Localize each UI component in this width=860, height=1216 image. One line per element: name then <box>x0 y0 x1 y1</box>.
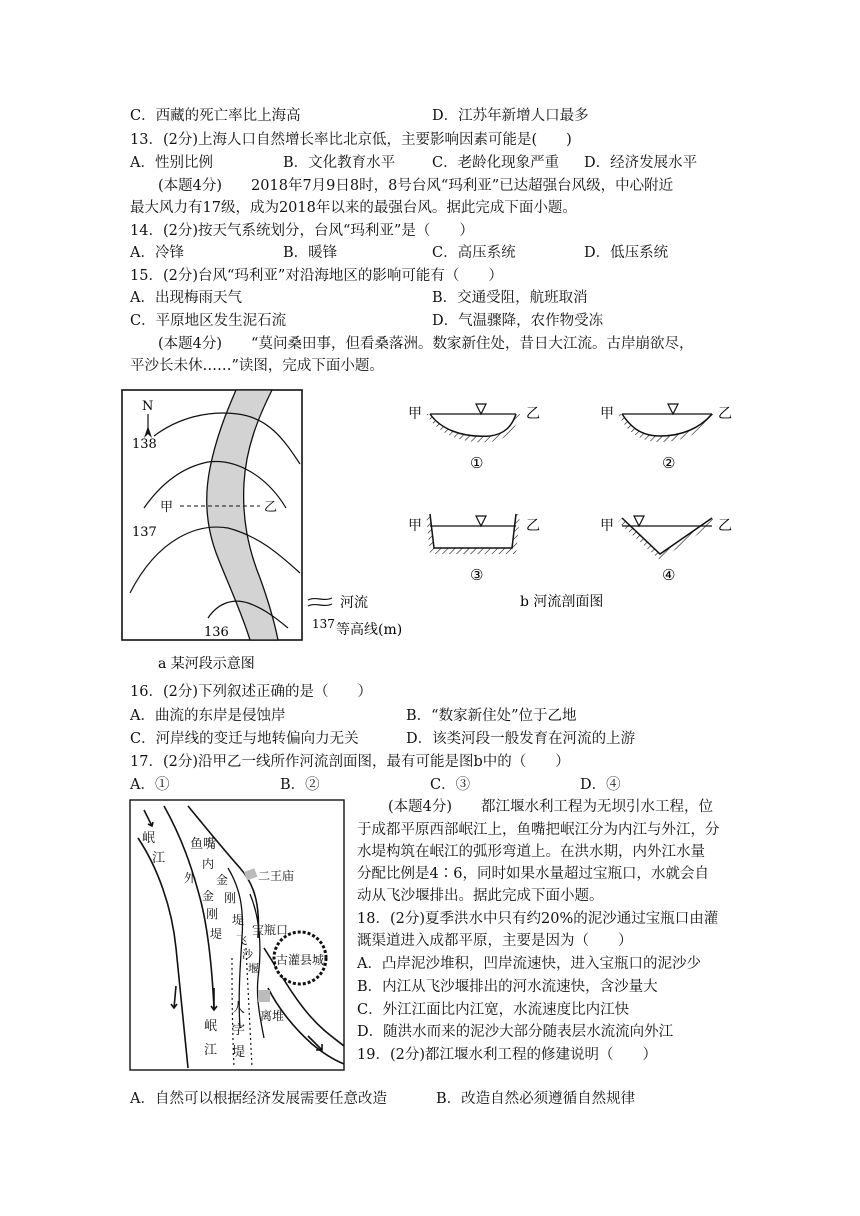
dujiangyan-map <box>128 798 348 1074</box>
q18-stem-line2: 溉渠道进入成都平原，主要是因为（ ） <box>357 933 633 949</box>
label-sha: 沙 <box>242 948 253 961</box>
profile-3-number: ③ <box>470 566 484 584</box>
q16-option-c: C．河岸线的变迁与地转偏向力无关 <box>130 731 359 747</box>
legend-river-icon <box>308 598 332 600</box>
label-jia-a: 甲 <box>160 500 174 515</box>
dujiangyan-intro-line3: 水堤构筑在岷江的弧形弯道上。在洪水期，内外江水量 <box>357 844 705 860</box>
q14-option-b: B．暖锋 <box>283 245 338 261</box>
dujiangyan-intro-line4: 分配比例是4∶6，同时如果水量超过宝瓶口，水就会自 <box>357 866 709 882</box>
svg-text:乙: 乙 <box>718 518 732 534</box>
q15-option-c: C．平原地区发生泥石流 <box>130 313 287 329</box>
water-level-icon <box>634 516 644 526</box>
profile-1 <box>408 404 540 472</box>
label-guguan: 古灌县城 <box>276 953 325 967</box>
label-jiang-bottom: 江 <box>204 1043 218 1058</box>
label-di-outer: 堤 <box>210 927 223 941</box>
river-body <box>207 390 278 640</box>
figure-a-river-map <box>118 388 428 678</box>
water-level-icon <box>476 516 486 526</box>
q13-stem: 13．(2分)上海人口自然增长率比北京低，主要影响因素可能是( ) <box>130 132 572 148</box>
q19-option-b: B．改造自然必须遵循自然规律 <box>436 1091 636 1107</box>
label-zi: 字 <box>232 1023 246 1038</box>
dujiangyan-intro-line5: 动从飞沙堰排出。据此完成下面小题。 <box>357 888 604 904</box>
q14-stem: 14．(2分)按天气系统划分，台风“玛利亚”是（ ） <box>130 223 474 239</box>
typhoon-intro-line1: (本题4分) 2018年7月9日8时，8号台风“玛利亚”已达超强台风级，中心附近 <box>158 178 674 194</box>
q18-option-c: C．外江江面比内江宽，水流速度比内江快 <box>357 1002 630 1018</box>
river-intro-line2: 平沙长未休……”读图，完成下面小题。 <box>130 358 384 374</box>
water-level-icon <box>476 404 486 414</box>
label-jiang-top: 江 <box>152 851 166 866</box>
legend-contour-label: 等高线(m) <box>336 622 403 638</box>
label-jin-outer: 金 <box>202 889 215 903</box>
label-ren: 人 <box>232 1001 246 1016</box>
label-min-bottom: 岷 <box>204 1019 218 1034</box>
svg-text:甲: 甲 <box>408 518 422 534</box>
q18-option-d: D．随洪水而来的泥沙大部分随表层水流流向外江 <box>357 1024 674 1040</box>
q16-option-b: B．“数家新住处”位于乙地 <box>406 708 577 724</box>
label-fei: 飞 <box>236 934 247 947</box>
q16-option-a: A．曲流的东岸是侵蚀岸 <box>130 708 286 724</box>
flow-arrow-icon <box>211 988 217 1010</box>
q13-option-a: A．性别比例 <box>130 155 213 171</box>
q19-option-a: A．自然可以根据经济发展需要任意改造 <box>130 1091 387 1107</box>
q12-option-c: C．西藏的死亡率比上海高 <box>130 108 301 124</box>
q17-option-d: D．④ <box>580 777 621 793</box>
svg-text:甲: 甲 <box>408 406 422 422</box>
q16-option-d: D．该类河段一般发育在河流的上游 <box>406 731 636 747</box>
svg-text:甲: 甲 <box>600 406 614 422</box>
river-intro-line1: (本题4分) “莫问桑田事，但看桑落洲。数家新住处，昔日大江流。古岸崩欲尽， <box>158 336 694 352</box>
label-di-renzi: 堤 <box>232 1045 246 1060</box>
profile-1-number: ① <box>470 454 484 472</box>
q14-option-a: A．冷锋 <box>130 245 184 261</box>
profile-4 <box>600 516 732 584</box>
figure-b-river-profiles <box>400 392 740 614</box>
label-yan: 堰 <box>248 962 259 975</box>
svg-text:乙: 乙 <box>718 406 732 422</box>
q18-option-b: B．内江从飞沙堰排出的河水流速快，含沙量大 <box>357 979 658 995</box>
q15-option-d: D．气温骤降，农作物受冻 <box>432 313 604 329</box>
q18-stem-line1: 18．(2分)夏季洪水中只有约20%的泥沙通过宝瓶口由灌 <box>357 911 719 927</box>
legend-contour-number: 137 <box>312 617 335 631</box>
figure-a-caption: a 某河段示意图 <box>158 656 255 672</box>
label-di-inner: 堤 <box>232 913 245 927</box>
label-baopingkou: 宝瓶口 <box>252 923 289 937</box>
svg-text:甲: 甲 <box>600 518 614 534</box>
q13-option-b: B．文化教育水平 <box>283 155 396 171</box>
profile-3 <box>408 514 540 584</box>
label-erwangmiao: 二王庙 <box>258 869 295 883</box>
q14-option-d: D．低压系统 <box>584 245 669 261</box>
contour-label-138: 138 <box>132 437 157 452</box>
label-yi-a: 乙 <box>264 500 278 515</box>
north-label: N <box>142 399 154 414</box>
label-lidui: 离堆 <box>260 1009 285 1023</box>
q17-stem: 17．(2分)沿甲乙一线所作河流剖面图，最有可能是图b中的（ ） <box>130 754 570 770</box>
label-yuzui: 鱼嘴 <box>190 837 217 852</box>
svg-text:乙: 乙 <box>526 518 540 534</box>
lidui-icon <box>258 990 270 1002</box>
contour-label-136: 136 <box>204 625 229 640</box>
q15-option-a: A．出现梅雨天气 <box>130 290 242 306</box>
q17-option-c: C．③ <box>430 777 471 793</box>
q13-option-d: D．经济发展水平 <box>584 155 698 171</box>
flow-arrow-icon <box>171 986 177 1008</box>
q14-option-c: C．高压系统 <box>432 245 516 261</box>
profile-2-number: ② <box>662 454 676 472</box>
water-level-icon <box>668 404 678 414</box>
flow-arrow-icon <box>144 810 153 826</box>
q15-option-b: B．交通受阻，航班取消 <box>432 290 588 306</box>
contour-label-137: 137 <box>132 525 157 540</box>
label-min-top: 岷 <box>142 831 156 846</box>
legend-river-label: 河流 <box>340 595 368 611</box>
q12-option-d: D．江苏年新增人口最多 <box>432 108 589 124</box>
typhoon-intro-line2: 最大风力有17级，成为2018年以来的最强台风。据此完成下面小题。 <box>130 200 577 216</box>
label-gang-outer: 刚 <box>206 907 219 921</box>
profile-2 <box>600 404 732 472</box>
q18-option-a: A．凸岸泥沙堆积，凹岸流速快，进入宝瓶口的泥沙少 <box>357 956 701 972</box>
q19-stem: 19．(2分)都江堰水利工程的修建说明（ ） <box>357 1047 657 1063</box>
q16-stem: 16．(2分)下列叙述正确的是（ ） <box>130 684 372 700</box>
q17-option-a: A．① <box>130 777 170 793</box>
q17-option-b: B．② <box>280 777 320 793</box>
svg-text:乙: 乙 <box>526 406 540 422</box>
label-gang-inner: 刚 <box>224 891 237 905</box>
q13-option-c: C．老龄化现象严重 <box>432 155 560 171</box>
erwangmiao-icon <box>244 868 257 880</box>
label-nei: 内 <box>202 857 215 871</box>
profile-4-number: ④ <box>662 566 676 584</box>
label-jin-inner: 金 <box>216 873 229 887</box>
figure-b-caption: b 河流剖面图 <box>520 594 604 610</box>
q15-stem: 15．(2分)台风“玛利亚”对沿海地区的影响可能有（ ） <box>130 268 503 284</box>
label-wai: 外 <box>184 871 197 885</box>
dujiangyan-intro-line2: 于成都平原西部岷江上，鱼嘴把岷江分为内江与外江，分 <box>357 822 720 838</box>
dujiangyan-intro-line1: (本题4分) 都江堰水利工程为无坝引水工程，位 <box>388 799 714 815</box>
